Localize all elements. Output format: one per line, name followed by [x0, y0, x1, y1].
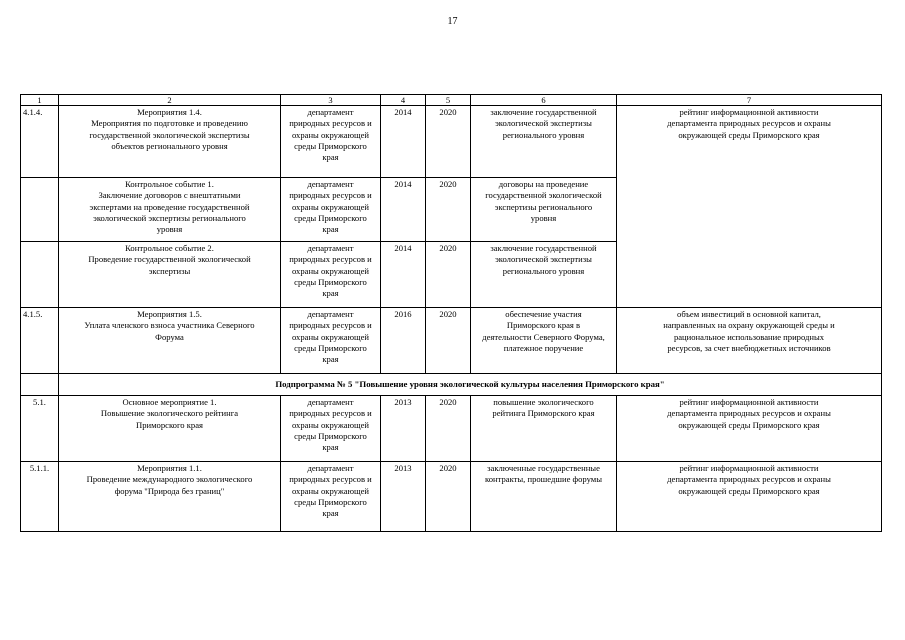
measure-name-line: экспертизы: [148, 265, 191, 276]
executor-line: департамент: [307, 179, 354, 189]
executor-line: края: [322, 152, 339, 163]
executor-line: среды Приморского: [294, 431, 367, 442]
measure-name-line: Мероприятия 1.4.: [137, 107, 202, 117]
executor-line: среды Приморского: [294, 497, 367, 508]
result-line: платежное поручение: [503, 343, 584, 354]
executor-line: охраны окружающей: [291, 129, 370, 140]
result-line: заключение государственной: [490, 107, 597, 117]
executor-line: края: [322, 288, 339, 299]
result-line: регионального уровня: [502, 129, 585, 140]
indicator: [617, 396, 882, 462]
result-line: повышение экологического: [493, 397, 594, 407]
executor-line: края: [322, 442, 339, 453]
result-line: заключенные государственные: [487, 463, 600, 473]
executor: [281, 308, 381, 374]
measure-name-line: форума "Природа без границ": [114, 485, 225, 496]
measure-name-line: Мероприятия 1.1.: [137, 463, 202, 473]
end-year: 2020: [426, 308, 471, 374]
indicator-line: окружающей среды Приморского края: [678, 129, 820, 140]
indicator-line: рейтинг информационной активности: [679, 397, 819, 407]
indicator-line: департамента природных ресурсов и охраны: [667, 408, 831, 419]
indicator-line: окружающей среды Приморского края: [678, 485, 820, 496]
indicator-line: департамента природных ресурсов и охраны: [667, 118, 831, 129]
indicator: [617, 462, 882, 532]
result-line: обеспечение участия: [505, 309, 582, 319]
measure-name: [59, 396, 281, 462]
indicator-line: рациональное использование природных: [673, 331, 825, 342]
row-id: [21, 374, 59, 396]
measure-name-line: уровня: [156, 224, 183, 235]
executor-line: охраны окружающей: [291, 419, 370, 430]
row-id: [21, 242, 59, 308]
start-year: 2016: [381, 308, 426, 374]
indicator-line: департамента природных ресурсов и охраны: [667, 474, 831, 485]
executor: [281, 396, 381, 462]
end-year: 2020: [426, 106, 471, 178]
header-cell: 3: [281, 95, 381, 106]
indicator-line: окружающей среды Приморского края: [678, 419, 820, 430]
start-year: 2014: [381, 106, 426, 178]
result-line: деятельности Северного Форума,: [482, 331, 605, 342]
executor-line: департамент: [307, 463, 354, 473]
header-cell: 1: [21, 95, 59, 106]
result-line: заключение государственной: [490, 243, 597, 253]
start-year: 2014: [381, 242, 426, 308]
result-line: государственной экологической: [485, 190, 602, 201]
row-id: 4.1.5.: [21, 308, 59, 374]
measure-name-line: Проведение государственной экологической: [88, 254, 251, 265]
executor-line: природных ресурсов и: [289, 408, 372, 419]
executor: [281, 462, 381, 532]
header-cell: 4: [381, 95, 426, 106]
measure-name: [59, 462, 281, 532]
measures-table: [20, 94, 882, 532]
executor-line: охраны окружающей: [291, 201, 370, 212]
measure-name-line: объектов регионального уровня: [111, 141, 228, 152]
result-line: экспертизы регионального: [494, 201, 593, 212]
executor-line: охраны окружающей: [291, 485, 370, 496]
measure-name: [59, 242, 281, 308]
executor-line: охраны окружающей: [291, 331, 370, 342]
expected-result: [471, 462, 617, 532]
executor-line: департамент: [307, 243, 354, 253]
measure-name: [59, 308, 281, 374]
result-line: договоры на проведение: [498, 179, 589, 189]
indicator-line: объем инвестиций в основной капитал,: [677, 309, 821, 319]
page-number: 17: [447, 16, 458, 27]
executor: [281, 106, 381, 178]
measure-name-line: Мероприятия 1.5.: [137, 309, 202, 319]
indicator: [617, 308, 882, 374]
executor-line: среды Приморского: [294, 141, 367, 152]
measure-name-line: Приморского края: [136, 419, 203, 430]
executor-line: края: [322, 508, 339, 519]
measure-name-line: Повышение экологического рейтинга: [100, 408, 239, 419]
row-id: [21, 178, 59, 242]
indicator-line: ресурсов, за счет внебюджетных источников: [667, 343, 831, 354]
executor-line: природных ресурсов и: [289, 118, 372, 129]
executor-line: среды Приморского: [294, 343, 367, 354]
row-id: 4.1.4.: [21, 106, 59, 178]
result-line: экологической экспертизы: [495, 118, 592, 129]
header-cell: 7: [617, 95, 882, 106]
start-year: 2013: [381, 462, 426, 532]
measure-name-line: Контрольное событие 2.: [125, 243, 214, 253]
expected-result: [471, 178, 617, 242]
executor-line: природных ресурсов и: [289, 320, 372, 331]
expected-result: [471, 242, 617, 308]
result-line: уровня: [530, 213, 557, 224]
measure-name-line: государственной экологической экспертизы: [89, 129, 250, 140]
end-year: 2020: [426, 396, 471, 462]
table-row: [21, 308, 882, 374]
header-cell: 6: [471, 95, 617, 106]
header-cell: 2: [59, 95, 281, 106]
table-row: [21, 396, 882, 462]
measure-name-line: экологической экспертизы регионального: [93, 213, 246, 224]
expected-result: [471, 308, 617, 374]
subprogram-row: [21, 374, 882, 396]
executor-line: департамент: [307, 397, 354, 407]
indicator-line: направленных на охрану окружающей среды и: [663, 320, 835, 331]
expected-result: [471, 396, 617, 462]
header-row: [21, 95, 882, 106]
start-year: 2014: [381, 178, 426, 242]
row-id: 5.1.1.: [21, 462, 59, 532]
executor-line: департамент: [307, 107, 354, 117]
measure-name: [59, 178, 281, 242]
end-year: 2020: [426, 178, 471, 242]
executor-line: среды Приморского: [294, 213, 367, 224]
measure-name-line: Уплата членского взноса участника Северного: [84, 320, 255, 331]
result-line: рейтинга Приморского края: [492, 408, 595, 419]
expected-result: [471, 106, 617, 178]
result-line: Приморского края в: [506, 320, 581, 331]
executor: [281, 242, 381, 308]
measure-name-line: экспертами на проведение государственной: [89, 201, 250, 212]
executor-line: среды Приморского: [294, 277, 367, 288]
row-id: 5.1.: [21, 396, 59, 462]
measure-name: [59, 106, 281, 178]
executor: [281, 178, 381, 242]
start-year: 2013: [381, 396, 426, 462]
table-row: [21, 462, 882, 532]
measure-name-line: Заключение договоров с внештатными: [98, 190, 241, 201]
result-line: регионального уровня: [502, 265, 585, 276]
result-line: контракты, прошедшие форумы: [484, 474, 602, 485]
executor-line: природных ресурсов и: [289, 254, 372, 265]
table-row: [21, 106, 882, 178]
measure-name-line: Контрольное событие 1.: [125, 179, 214, 189]
executor-line: департамент: [307, 309, 354, 319]
executor-line: охраны окружающей: [291, 265, 370, 276]
measure-name-line: Основное мероприятие 1.: [122, 397, 217, 407]
measure-name-line: Проведение международного экологического: [86, 474, 253, 485]
executor-line: края: [322, 224, 339, 235]
measure-name-line: Мероприятия по подготовке и проведению: [91, 118, 248, 129]
end-year: 2020: [426, 242, 471, 308]
executor-line: природных ресурсов и: [289, 474, 372, 485]
indicator-line: рейтинг информационной активности: [679, 107, 819, 117]
header-cell: 5: [426, 95, 471, 106]
subprogram-title: Подпрограмма № 5 "Повышение уровня экологической культуры населения Приморского края": [59, 374, 882, 396]
indicator-line: рейтинг информационной активности: [679, 463, 819, 473]
indicator: [617, 106, 882, 308]
end-year: 2020: [426, 462, 471, 532]
executor-line: природных ресурсов и: [289, 190, 372, 201]
executor-line: края: [322, 354, 339, 365]
result-line: экологической экспертизы: [495, 254, 592, 265]
measure-name-line: Форума: [155, 331, 184, 342]
